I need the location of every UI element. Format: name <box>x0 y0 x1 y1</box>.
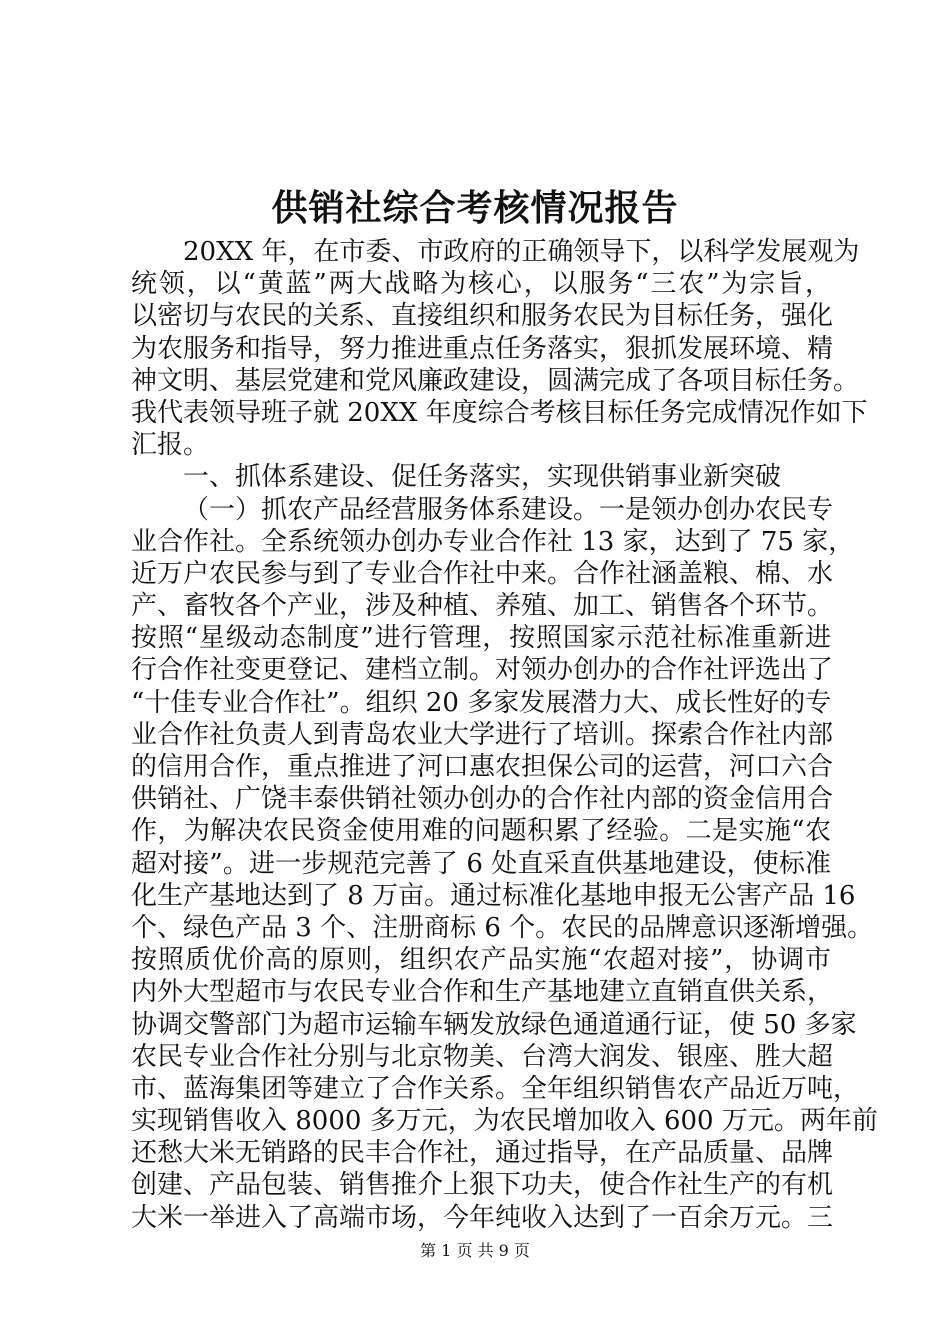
paragraph-line: “十佳专业合作社”。组织 20 多家发展潜力大、成长性好的专 <box>131 687 832 718</box>
paragraph-line: 神文明、基层党建和党风廉政建设，圆满完成了各项目标任务。 <box>131 365 860 396</box>
paragraph-line: 近万户农民参与到了专业合作社中来。合作社涵盖粮、棉、水 <box>131 558 834 589</box>
paragraph-line: 业合作社。全系统领办创办专业合作社 13 家，达到了 75 家， <box>131 526 855 557</box>
paragraph-line: 大米一举进入了高端市场，今年纯收入达到了一百余万元。三 <box>131 1202 834 1233</box>
paragraph-line: 以密切与农民的关系、直接组织和服务农民为目标任务，强化 <box>131 301 834 332</box>
paragraph-line: （一）抓农产品经营服务体系建设。一是领办创办农民专 <box>183 494 834 525</box>
paragraph-line: 作，为解决农民资金使用难的问题积累了经验。二是实施“农 <box>131 816 831 847</box>
paragraph-line: 按照“星级动态制度”进行管理，按照国家示范社标准重新进 <box>131 623 831 654</box>
paragraph-line: 为农服务和指导，努力推进重点任务落实，狠抓发展环境、精 <box>131 333 834 364</box>
paragraph-line: 汇报。 <box>131 430 210 461</box>
paragraph-line: 市、蓝海集团等建立了合作关系。全年组织销售农产品近万吨， <box>131 1073 860 1104</box>
paragraph-line: 还愁大米无销路的民丰合作社，通过指导，在产品质量、品牌 <box>131 1138 834 1169</box>
section-heading: 一、抓体系建设、促任务落实，实现供销事业新突破 <box>183 462 782 493</box>
paragraph-line: 20XX 年，在市委、市政府的正确领导下，以科学发展观为 <box>183 237 860 267</box>
paragraph-line: 产、畜牧各个产业，涉及种植、养殖、加工、销售各个环节。 <box>131 591 834 622</box>
paragraph-line: 业合作社负责人到青岛农业大学进行了培训。探索合作社内部 <box>131 719 834 750</box>
paragraph-line: 实现销售收入 8000 多万元，为农民增加收入 600 万元。两年前 <box>131 1106 878 1137</box>
paragraph-line: 的信用合作，重点推进了河口惠农担保公司的运营，河口六合 <box>131 752 834 782</box>
paragraph-line: 内外大型超市与农民专业合作和生产基地建立直销直供关系， <box>131 977 834 1008</box>
page-number: 第 1 页 共 9 页 <box>420 1241 530 1260</box>
paragraph-line: 供销社、广饶丰泰供销社领办创办的合作社内部的资金信用合 <box>131 784 834 815</box>
paragraph-line: 化生产基地达到了 8 万亩。通过标准化基地申报无公害产品 16 <box>131 880 856 911</box>
paragraph-line: 协调交警部门为超市运输车辆发放绿色通道通行证，使 50 多家 <box>131 1009 857 1040</box>
paragraph-line: 我代表领导班子就 20XX 年度综合考核目标任务完成情况作如下 <box>131 397 868 428</box>
paragraph-line: 行合作社变更登记、建档立制。对领办创办的合作社评选出了 <box>131 655 834 686</box>
document-title: 供销社综合考核情况报告 <box>271 188 679 229</box>
paragraph-line: 个、绿色产品 3 个、注册商标 6 个。农民的品牌意识逐渐增强。 <box>131 912 874 943</box>
document-body <box>131 236 878 1234</box>
paragraph-line: 超对接”。进一步规范完善了 6 处直采直供基地建设，使标准 <box>131 848 831 879</box>
paragraph-line: 统领，以“黄蓝”两大战略为核心，以服务“三农”为宗旨， <box>131 269 831 300</box>
paragraph-line: 按照质优价高的原则，组织农产品实施“农超对接”，协调市 <box>131 945 831 976</box>
paragraph-line: 农民专业合作社分别与北京物美、台湾大润发、银座、胜大超 <box>131 1041 834 1072</box>
paragraph-line: 创建、产品包装、销售推介上狠下功夫，使合作社生产的有机 <box>131 1170 834 1201</box>
